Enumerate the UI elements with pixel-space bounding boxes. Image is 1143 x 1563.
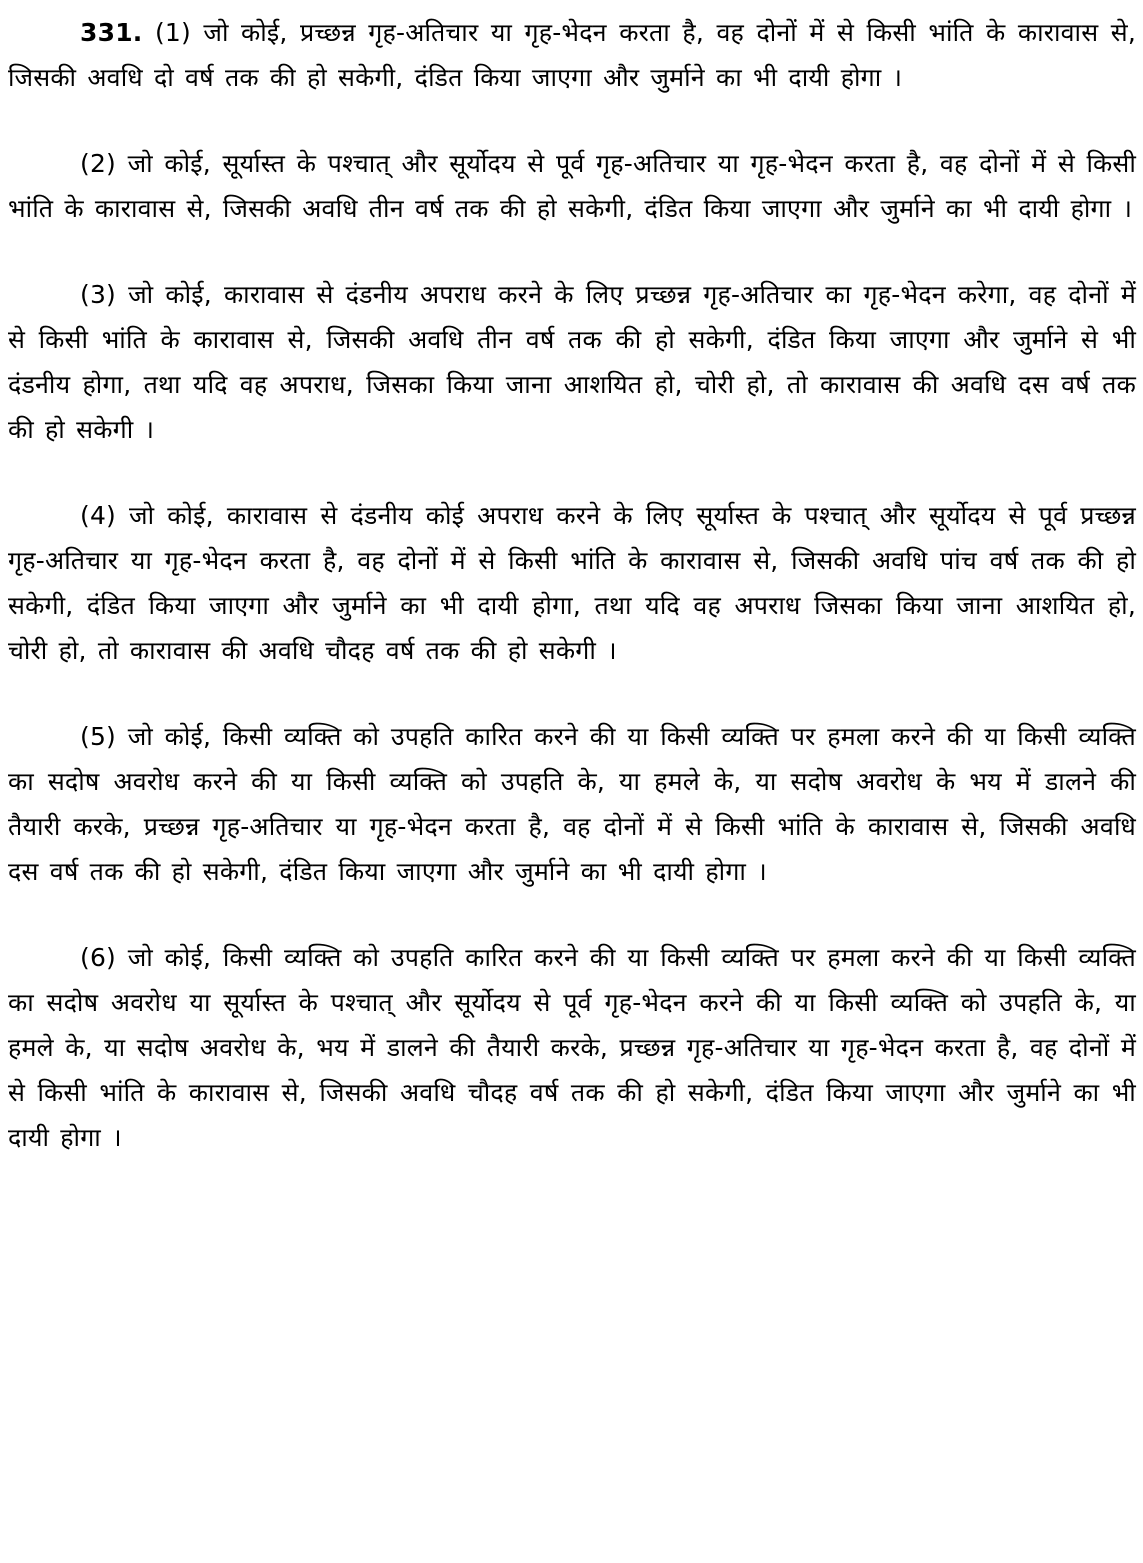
paragraph-2: (2) जो कोई, सूर्यास्त के पश्चात् और सूर्योदय से पूर्व गृह-अतिचार या गृह-भेदन करता है, वह दोनों में से किसी भांति के कारावास से, जिसकी अवधि तीन वर्ष तक की हो सकेगी, दंडित किया जाएगा और जुर्माने का भी दायी होगा । — [8, 149, 1136, 223]
paragraph-6: (6) जो कोई, किसी व्यक्ति को उपहति कारित करने की या किसी व्यक्ति पर हमला करने की या किसी व्यक्ति का सदोष अवरोध या सूर्यास्त के पश्चात् और सूर्योदय से पूर्व गृह-भेदन करने की या किसी व्यक्ति को उपहति के, या हमले के, या सदोष अवरोध के, भय में डालने की तैयारी करके, प्रच्छन्न गृह-अतिचार या गृह-भेदन करता है, वह दोनों में से किसी भांति के कारावास से, जिसकी अवधि चौदह वर्ष तक की हो सकेगी, दंडित किया जाएगा और जुर्माने का भी दायी होगा । — [8, 943, 1136, 1152]
paragraph-4: (4) जो कोई, कारावास से दंडनीय कोई अपराध करने के लिए सूर्यास्त के पश्चात् और सूर्योदय से पूर्व प्रच्छन्न गृह-अतिचार या गृह-भेदन करता है, वह दोनों में से किसी भांति के कारावास से, जिसकी अवधि पांच वर्ष तक की हो सकेगी, दंडित किया जाएगा और जुर्माने का भी दायी होगा, तथा यदि वह अपराध जिसका किया जाना आशयित हो, चोरी हो, तो कारावास की अवधि चौदह वर्ष तक की हो सकेगी । — [8, 501, 1136, 665]
paragraph-5: (5) जो कोई, किसी व्यक्ति को उपहति कारित करने की या किसी व्यक्ति पर हमला करने की या किसी व्यक्ति का सदोष अवरोध करने की या किसी व्यक्ति को उपहति के, या हमले के, या सदोष अवरोध के भय में डालने की तैयारी करके, प्रच्छन्न गृह-अतिचार या गृह-भेदन करता है, वह दोनों में से किसी भांति के कारावास से, जिसकी अवधि दस वर्ष तक की हो सकेगी, दंडित किया जाएगा और जुर्माने का भी दायी होगा । — [8, 722, 1136, 886]
section-number: 331. — [80, 18, 143, 47]
paragraph-3: (3) जो कोई, कारावास से दंडनीय अपराध करने के लिए प्रच्छन्न गृह-अतिचार का गृह-भेदन करेगा, वह दोनों में से किसी भांति के कारावास से, जिसकी अवधि तीन वर्ष तक की हो सकेगी, दंडित किया जाएगा और जुर्माने से भी दंडनीय होगा, तथा यदि वह अपराध, जिसका किया जाना आशयित हो, चोरी हो, तो कारावास की अवधि दस वर्ष तक की हो सकेगी । — [8, 280, 1136, 444]
paragraph-1 — [8, 10, 1136, 100]
paragraph-1-text: (1) जो कोई, प्रच्छन्न गृह-अतिचार या गृह-भेदन करता है, वह दोनों में से किसी भांति के कारावास से, जिसकी अवधि दो वर्ष तक की हो सकेगी, दंडित किया जाएगा और जुर्माने का भी दायी होगा । — [8, 18, 1137, 92]
document-page — [8, 10, 1136, 1201]
